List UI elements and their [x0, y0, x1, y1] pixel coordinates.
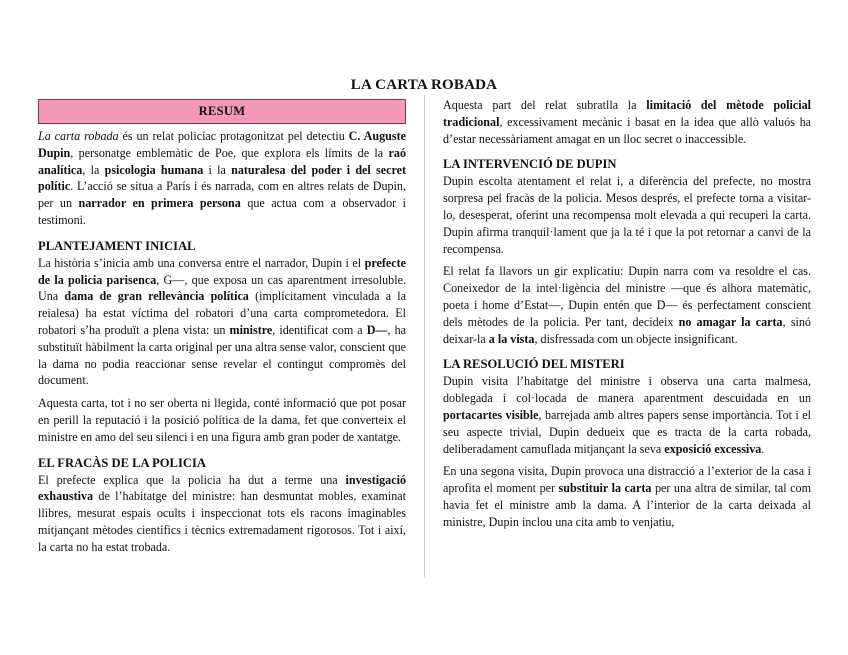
- document-title: LA CARTA ROBADA: [350, 77, 498, 93]
- left-column: [38, 97, 406, 562]
- plantejament-paragraph-2: Aquesta carta, tot i no ser oberta ni llegida, conté informació que pot posar en perill la reputació i la posició política de la dama, fet que converteix el ministre en amo del seu silenci i en una figura amb gran poder de xantatge.: [38, 396, 406, 444]
- fracas-paragraph: El prefecte explica que la policia ha dut a terme una investigació exhaustiva de l’habitatge del ministre: han desmuntat mobles, examinat llibres, mesurat espais ocults i inspeccionat tots els racons imaginables mitjançant mètodes científics i tècnics extremadament rigorosos. Tot i així, la carta no ha estat trobada.: [38, 472, 406, 554]
- resum-header: RESUM: [38, 99, 406, 124]
- intro-paragraph: La carta robada és un relat policíac protagonitzat pel detectiu C. Auguste Dupin, personatge emblemàtic de Poe, que explora els límits de la raó analítica, la psicologia humana i la naturalesa del poder i del secret polític. L’acció se situa a París i és narrada, com en altres relats de Dupin, per un narrador en primera persona que actua com a observador i testimoni.: [38, 129, 407, 227]
- right-column: [443, 97, 811, 537]
- plantejament-paragraph-1: La història s’inicia amb una conversa entre el narrador, Dupin i el prefecte de la policia parisenca, G—, que exposa un cas aparentment irresoluble. Una dama de gran rellevància política (implícitament vinculada a la reialesa) ha estat víctima del robatori d’una carta comprometedora. El robatori s’ha produït a plena vista: un ministre, identificat com a D—, ha substituït hàbilment la carta original per una altra sense valor, conscient que la dama no podia reaccionar sense revelar el contingut compromès del document.: [38, 255, 406, 388]
- heading-intervencio: LA INTERVENCIÓ DE DUPIN: [443, 157, 617, 172]
- right-intro-paragraph: Aquesta part del relat subratlla la limitació del mètode policial tradicional, excessivament mecànic i basat en la idea que allò valuós ha d’estar necessàriament amagat en un lloc secret o inaccessible.: [443, 98, 812, 146]
- intervencio-paragraph-1: Dupin escolta atentament el relat i, a diferència del prefecte, no mostra sorpresa pel fracàs de la policia. Mesos després, el prefecte torna a visitar-lo, desesperat, oferint una recompensa molt elevada a qui recuperi la carta. Dupin afirma tranquil·lament que ja la té i que la pot retornar a canvi de la recompensa.: [443, 174, 811, 256]
- resolucio-paragraph-2: En una segona visita, Dupin provoca una distracció a l’exterior de la casa i aprofita el moment per substituir la carta per una altra de similar, tal com havia fet el ministre amb la dama. A l’interior de la carta deixada al ministre, Dupin inclou una cita amb to venjatiu,: [443, 464, 811, 529]
- column-divider: [424, 95, 425, 577]
- heading-plantejament: PLANTEJAMENT INICIAL: [38, 238, 196, 253]
- resolucio-paragraph-1: Dupin visita l’habitatge del ministre i observa una carta malmesa, doblegada i col·locada de manera aparentment descuidada en un portacartes visible, barrejada amb altres papers sense importància. Tot i el seu aspecte trivial, Dupin dedueix que es tracta de la carta robada, deliberadament camuflada mitjançant la seva exposició excessiva.: [443, 374, 811, 456]
- intervencio-paragraph-2: El relat fa llavors un gir explicatiu: Dupin narra com va resoldre el cas. Coneixedor de la intel·ligència del ministre —que és alhora matemàtic, poeta i home d’Estat—, Dupin entén que D— és perfectament conscient dels mètodes de la policia. Per tant, decideix no amagar la carta, sinó deixar-la a la vista, disfressada com un objecte insignificant.: [443, 264, 811, 346]
- heading-fracas: EL FRACÀS DE LA POLICIA: [38, 455, 206, 470]
- heading-resolucio: LA RESOLUCIÓ DEL MISTERI: [443, 357, 625, 372]
